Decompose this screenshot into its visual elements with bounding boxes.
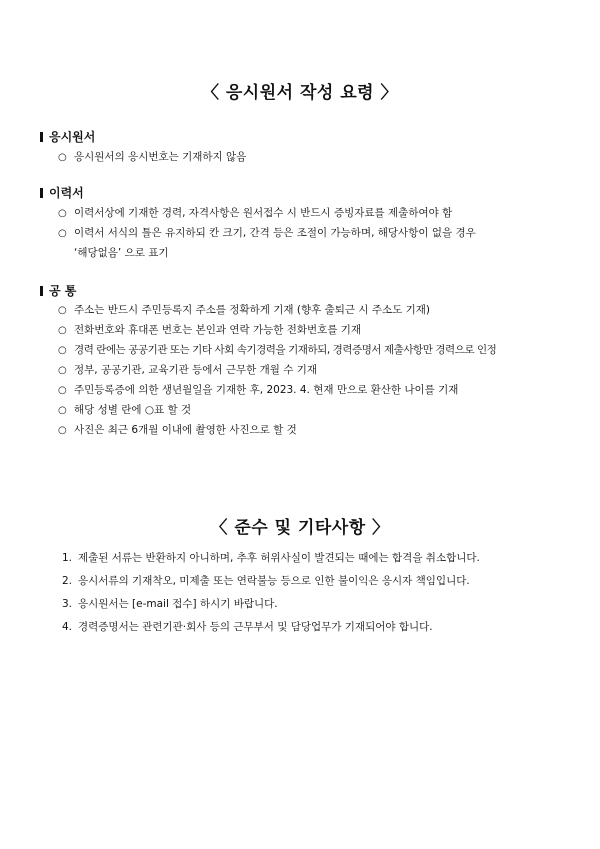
list-item-text: 이력서 서식의 틀은 유지하되 칸 크기, 간격 등은 조절이 가능하며, 해당사항이 없을 경우 [74, 227, 476, 239]
compliance-title: 〈 준수 및 기타사항 〉 [210, 518, 390, 538]
list-item-text: 정부, 공공기관, 교육기관 등에서 근무한 개월 수 기재 [74, 364, 318, 376]
guide-title: 〈 응시원서 작성 요령 〉 [201, 83, 399, 103]
list-item [58, 343, 496, 358]
numbered-item [62, 574, 470, 588]
section-heading-label: 공 통 [49, 284, 77, 298]
numbered-item [62, 551, 480, 565]
list-item [58, 323, 361, 338]
list-item-text: 주민등록증에 의한 생년월일을 기재한 후, 2023. 4. 현재 만으로 환산한 나이를 기재 [74, 384, 459, 396]
list-item-text: 응시원서의 응시번호는 기재하지 않음 [74, 151, 247, 163]
section-marker-icon [40, 132, 43, 142]
list-item-text: 이력서상에 기재한 경력, 자격사항은 원서접수 시 반드시 증빙자료를 제출하여야 함 [74, 207, 453, 219]
section-heading-application [40, 128, 95, 145]
circle-bullet-icon: ○ [58, 325, 67, 336]
numbered-item-text: 응시서류의 기재착오, 미제출 또는 연락불능 등으로 인한 불이익은 응시자 책임입니다. [78, 575, 470, 587]
circle-bullet-icon: ○ [58, 228, 67, 239]
list-item-text: 주소는 반드시 주민등록지 주소를 정확하게 기재 (향후 출퇴근 시 주소도 기재) [74, 304, 431, 316]
numbered-item-text: 응시원서는 [e-mail 접수] 하시기 바랍니다. [78, 598, 278, 610]
circle-bullet-icon: ○ [58, 365, 67, 376]
list-item-text: 해당 성별 란에 ○표 할 것 [74, 404, 192, 416]
list-item [58, 363, 317, 378]
circle-bullet-icon: ○ [58, 208, 67, 219]
circle-bullet-icon: ○ [58, 405, 67, 416]
section-heading-resume [40, 184, 84, 201]
list-item-text: 경력 란에는 공공기관 또는 기타 사회 속기경력을 기재하되, 경력증명서 제출사항만 경력으로 인정 [74, 344, 497, 356]
circle-bullet-icon: ○ [58, 152, 67, 163]
list-item [58, 423, 297, 438]
section-heading-label: 이력서 [49, 186, 84, 200]
numbered-item-text: 제출된 서류는 반환하지 아니하며, 추후 허위사실이 발견되는 때에는 합격을 취소합니다. [78, 552, 480, 564]
item-number: 3. [62, 598, 73, 610]
circle-bullet-icon: ○ [58, 385, 67, 396]
list-item [58, 303, 430, 318]
item-number: 4. [62, 621, 73, 633]
list-item [58, 383, 458, 398]
numbered-item [62, 597, 278, 611]
circle-bullet-icon: ○ [58, 425, 67, 436]
item-number: 1. [62, 552, 73, 564]
circle-bullet-icon: ○ [58, 305, 67, 316]
section-marker-icon [40, 188, 43, 198]
list-item-continuation: ‘해당없음’ 으로 표기 [74, 247, 169, 259]
section-marker-icon [40, 286, 43, 296]
list-item [58, 150, 246, 165]
list-item-text: 사진은 최근 6개월 이내에 촬영한 사진으로 할 것 [74, 424, 297, 436]
numbered-item-text: 경력증명서는 관련기관·회사 등의 근무부서 및 담당업무가 기재되어야 합니다. [78, 621, 433, 633]
section-heading-common [40, 282, 76, 299]
list-item [58, 206, 452, 221]
numbered-item [62, 620, 433, 634]
list-item-text: 전화번호와 휴대폰 번호는 본인과 연락 가능한 전화번호를 기재 [74, 324, 362, 336]
item-number: 2. [62, 575, 73, 587]
list-item [58, 226, 476, 241]
section-heading-label: 응시원서 [49, 130, 96, 144]
circle-bullet-icon: ○ [58, 345, 67, 356]
list-item [58, 403, 191, 418]
